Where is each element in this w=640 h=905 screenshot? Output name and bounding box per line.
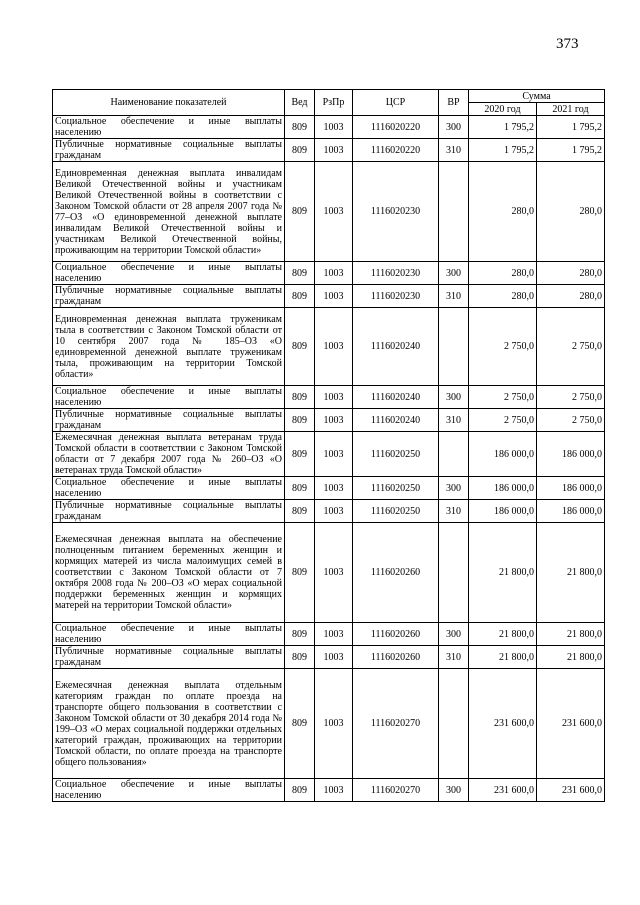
row-csr: 1116020250 [353,432,439,477]
row-name: Ежемесячная денежная выплата на обеспечение полноценным питанием беременных женщин и кормящих матерей из числа малоимущих семей в соответствии с Законом Томской области от 7 октября 2008 года № 200–ОЗ «О мерах социальной поддержки беременных женщин и кормящих матерей на территории Томской области» [53,523,285,623]
row-2020: 2 750,0 [469,386,537,409]
row-name: Единовременная денежная выплата труженикам тыла в соответствии с Законом Томской области от 10 сентября 2007 года № 185–ОЗ «О единовременной денежной выплате труженикам тыла, проживающим на территории Томской области» [53,308,285,386]
row-2021: 186 000,0 [537,432,605,477]
row-rzpr: 1003 [315,779,353,802]
row-rzpr: 1003 [315,285,353,308]
table-row [53,162,605,262]
row-vr: 300 [439,477,469,500]
table-row [53,262,605,285]
table-row [53,139,605,162]
row-vr: 310 [439,500,469,523]
row-vr [439,669,469,779]
row-ved: 809 [285,623,315,646]
row-rzpr: 1003 [315,262,353,285]
row-2020: 21 800,0 [469,646,537,669]
row-2021: 186 000,0 [537,500,605,523]
row-csr: 1116020240 [353,308,439,386]
header-name: Наименование показателей [53,90,285,116]
row-vr [439,162,469,262]
row-2020: 2 750,0 [469,308,537,386]
row-2020: 1 795,2 [469,139,537,162]
row-csr: 1116020260 [353,646,439,669]
row-rzpr: 1003 [315,646,353,669]
row-2020: 280,0 [469,285,537,308]
row-ved: 809 [285,477,315,500]
row-2020: 21 800,0 [469,623,537,646]
row-rzpr: 1003 [315,139,353,162]
row-ved: 809 [285,500,315,523]
row-csr: 1116020230 [353,285,439,308]
row-2021: 21 800,0 [537,623,605,646]
row-2021: 1 795,2 [537,116,605,139]
row-2021: 1 795,2 [537,139,605,162]
row-ved: 809 [285,308,315,386]
row-2021: 231 600,0 [537,669,605,779]
row-2020: 231 600,0 [469,779,537,802]
table-row [53,308,605,386]
table-row [53,116,605,139]
row-vr: 310 [439,646,469,669]
row-2020: 231 600,0 [469,669,537,779]
row-2021: 280,0 [537,162,605,262]
row-csr: 1116020240 [353,386,439,409]
row-name: Публичные нормативные социальные выплаты гражданам [53,409,285,432]
table-row [53,477,605,500]
row-vr: 310 [439,285,469,308]
row-2021: 2 750,0 [537,386,605,409]
row-rzpr: 1003 [315,523,353,623]
row-ved: 809 [285,646,315,669]
row-csr: 1116020260 [353,623,439,646]
row-name: Социальное обеспечение и иные выплаты населению [53,779,285,802]
row-vr [439,523,469,623]
row-vr: 300 [439,116,469,139]
row-rzpr: 1003 [315,500,353,523]
table-row [53,432,605,477]
row-vr: 300 [439,386,469,409]
row-2021: 186 000,0 [537,477,605,500]
row-2021: 280,0 [537,285,605,308]
header-ved: Вед [285,90,315,116]
row-2021: 280,0 [537,262,605,285]
row-ved: 809 [285,409,315,432]
header-sum: Сумма [469,90,605,103]
row-vr: 310 [439,139,469,162]
row-csr: 1116020260 [353,523,439,623]
table-row [53,623,605,646]
row-csr: 1116020270 [353,779,439,802]
row-csr: 1116020250 [353,477,439,500]
row-name: Социальное обеспечение и иные выплаты населению [53,116,285,139]
row-vr: 310 [439,409,469,432]
row-csr: 1116020270 [353,669,439,779]
row-name: Ежемесячная денежная выплата отдельным категориям граждан по оплате проезда на транспорте общего пользования в соответствии с Законом Томской области от 30 декабря 2014 года № 199–ОЗ «О мерах социальной поддержки отдельных категорий граждан, проживающих на территории Томской области, по оплате проезда на транспорте общего пользования» [53,669,285,779]
row-csr: 1116020220 [353,116,439,139]
table-row [53,409,605,432]
row-2020: 21 800,0 [469,523,537,623]
row-name: Социальное обеспечение и иные выплаты населению [53,477,285,500]
row-csr: 1116020250 [353,500,439,523]
row-2021: 2 750,0 [537,308,605,386]
table-row [53,523,605,623]
row-vr: 300 [439,779,469,802]
row-2020: 186 000,0 [469,432,537,477]
header-rzpr: РзПр [315,90,353,116]
row-rzpr: 1003 [315,669,353,779]
budget-table [52,89,605,802]
row-2021: 21 800,0 [537,646,605,669]
row-rzpr: 1003 [315,477,353,500]
table-row [53,285,605,308]
row-2020: 186 000,0 [469,500,537,523]
row-vr [439,432,469,477]
header-2020: 2020 год [469,103,537,116]
row-vr: 300 [439,262,469,285]
table-row [53,386,605,409]
row-2021: 231 600,0 [537,779,605,802]
header-csr: ЦСР [353,90,439,116]
row-name: Социальное обеспечение и иные выплаты населению [53,386,285,409]
row-ved: 809 [285,116,315,139]
row-2020: 280,0 [469,162,537,262]
row-name: Публичные нормативные социальные выплаты гражданам [53,285,285,308]
row-2020: 280,0 [469,262,537,285]
row-ved: 809 [285,285,315,308]
header-2021: 2021 год [537,103,605,116]
row-rzpr: 1003 [315,308,353,386]
row-ved: 809 [285,669,315,779]
row-name: Социальное обеспечение и иные выплаты населению [53,623,285,646]
row-ved: 809 [285,523,315,623]
row-csr: 1116020230 [353,162,439,262]
header-vr: ВР [439,90,469,116]
row-ved: 809 [285,139,315,162]
row-rzpr: 1003 [315,386,353,409]
row-2021: 2 750,0 [537,409,605,432]
row-name: Публичные нормативные социальные выплаты гражданам [53,139,285,162]
table-row [53,779,605,802]
row-rzpr: 1003 [315,623,353,646]
row-vr [439,308,469,386]
table-row [53,669,605,779]
row-2021: 21 800,0 [537,523,605,623]
row-name: Ежемесячная денежная выплата ветеранам труда Томской области в соответствии с Законом Томской области от 7 декабря 2007 года № 260–ОЗ «О ветеранах труда Томской области» [53,432,285,477]
table-row [53,646,605,669]
row-ved: 809 [285,162,315,262]
row-name: Публичные нормативные социальные выплаты гражданам [53,500,285,523]
row-vr: 300 [439,623,469,646]
row-ved: 809 [285,779,315,802]
table-row [53,500,605,523]
row-csr: 1116020230 [353,262,439,285]
row-rzpr: 1003 [315,432,353,477]
row-rzpr: 1003 [315,116,353,139]
row-csr: 1116020240 [353,409,439,432]
row-2020: 1 795,2 [469,116,537,139]
row-name: Социальное обеспечение и иные выплаты населению [53,262,285,285]
row-ved: 809 [285,262,315,285]
row-ved: 809 [285,386,315,409]
row-2020: 186 000,0 [469,477,537,500]
row-csr: 1116020220 [353,139,439,162]
row-rzpr: 1003 [315,162,353,262]
row-name: Единовременная денежная выплата инвалидам Великой Отечественной войны и участникам Великой Отечественной войны в соответствии с Законом Томской области от 28 апреля 2007 года № 77–ОЗ «О единовременной денежной выплате инвалидам Великой Отечественной войны и участникам Великой Отечественной войны, проживающим на территории Томской области» [53,162,285,262]
page-number: 373 [556,36,579,52]
row-name: Публичные нормативные социальные выплаты гражданам [53,646,285,669]
row-ved: 809 [285,432,315,477]
row-rzpr: 1003 [315,409,353,432]
row-2020: 2 750,0 [469,409,537,432]
